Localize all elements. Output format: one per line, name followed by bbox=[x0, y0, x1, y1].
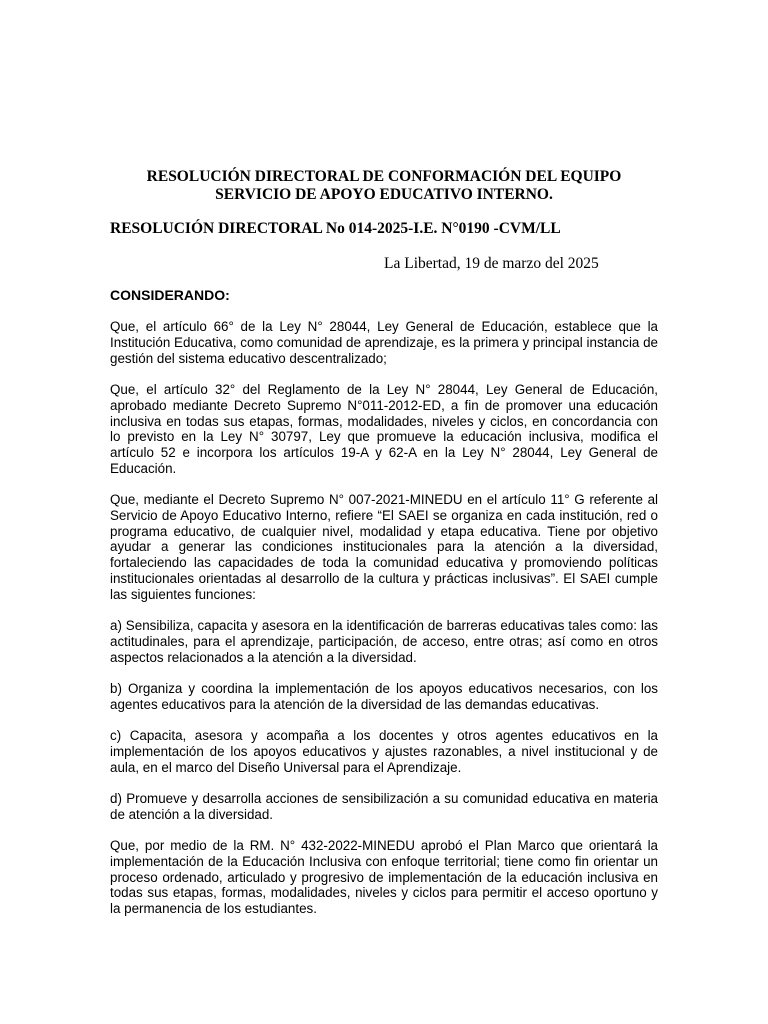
section-heading: CONSIDERANDO: bbox=[110, 287, 230, 303]
resolution-number: RESOLUCIÓN DIRECTORAL No 014-2025-I.E. N°0190 -CVM/LL bbox=[110, 220, 561, 237]
document-title-line-2: SERVICIO DE APOYO EDUCATIVO INTERNO. bbox=[215, 186, 553, 203]
function-c: c) Capacita, asesora y acompaña a los docentes y otros agentes educativos en la implementación de los apoyos educativos y ajustes razonables, a nivel institucional y de aula, en el marco del Diseño Universal para el Aprendizaje. bbox=[110, 728, 658, 775]
function-a: a) Sensibiliza, capacita y asesora en la identificación de barreras educativas tales como: las actitudinales, para el aprendizaje, participación, de acceso, entre otras; así como en otros aspectos relacionados a la atención a la diversidad. bbox=[110, 618, 658, 665]
date-line: La Libertad, 19 de marzo del 2025 bbox=[384, 255, 599, 272]
document-title bbox=[100, 168, 668, 204]
paragraph-1: Que, el artículo 66° de la Ley N° 28044, Ley General de Educación, establece que la Institución Educativa, como comunidad de aprendizaje, es la primera y principal instancia de gestión del sistema educativo descentralizado; bbox=[110, 319, 658, 366]
document-title-line-1: RESOLUCIÓN DIRECTORAL DE CONFORMACIÓN DEL EQUIPO bbox=[146, 168, 622, 185]
paragraph-3: Que, mediante el Decreto Supremo N° 007-2021-MINEDU en el artículo 11° G referente al Servicio de Apoyo Educativo Interno, refiere “El SAEI se organiza en cada institución, red o programa educativo, de cualquier nivel, modalidad y etapa educativa. Tiene por objetivo ayudar a generar las condiciones institucionales para la atención a la diversidad, fortaleciendo las capacidades de toda la comunidad educativa y promoviendo políticas institucionales orientadas al desarrollo de la cultura y prácticas inclusivas”. El SAEI cumple las siguientes funciones: bbox=[110, 492, 658, 602]
paragraph-plan-marco: Que, por medio de la RM. N° 432-2022-MINEDU aprobó el Plan Marco que orientará la implementación de la Educación Inclusiva con enfoque territorial; tiene como fin orientar un proceso ordenado, articulado y progresivo de implementación de la educación inclusiva en todas sus etapas, formas, modalidades, niveles y ciclos para permitir el acceso oportuno y la permanencia de los estudiantes. bbox=[110, 838, 658, 917]
function-d: d) Promueve y desarrolla acciones de sensibilización a su comunidad educativa en materia de atención a la diversidad. bbox=[110, 791, 658, 822]
function-b: b) Organiza y coordina la implementación de los apoyos educativos necesarios, con los agentes educativos para la atención de la diversidad de las demandas educativas. bbox=[110, 681, 658, 712]
paragraph-2: Que, el artículo 32° del Reglamento de la Ley N° 28044, Ley General de Educación, aprobado mediante Decreto Supremo N°011-2012-ED, a fin de promover una educación inclusiva en todas sus etapas, formas, modalidades, niveles y ciclos, en concordancia con lo previsto en la Ley N° 30797, Ley que promueve la educación inclusiva, modifica el artículo 52 e incorpora los artículos 19-A y 62-A en la Ley N° 28044, Ley General de Educación. bbox=[110, 382, 658, 476]
